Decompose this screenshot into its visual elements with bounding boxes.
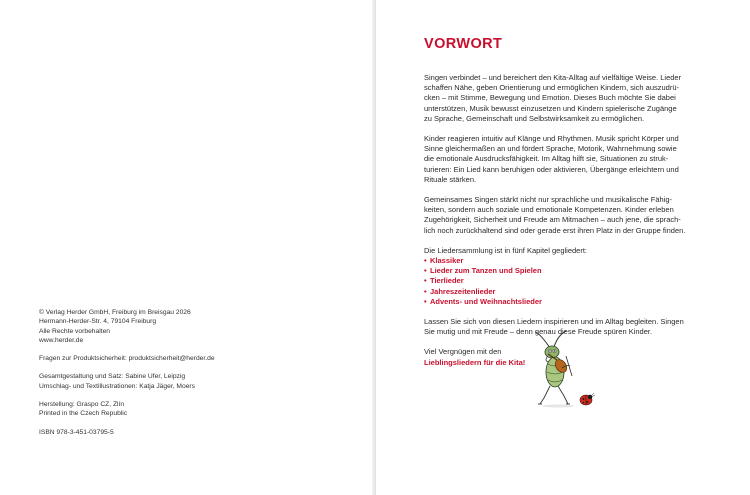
bullet-icon: • [424,296,427,306]
chapter-label: Lieder zum Tanzen und Spielen [430,266,542,276]
text-line: lich noch zurückhaltend sind oder gerade erst ihren Platz in der Gruppe finden. [424,225,686,235]
text-line: die emotionale Ausdrucksfähigkeit. Im Alltag hilft sie, Situationen zu struk- [424,154,669,164]
chapter-label: Advents- und Weihnachtslieder [430,296,542,306]
chapter-item [424,266,704,276]
imprint-publisher [39,308,359,345]
imprint-line: Alle Rechte vorbehalten [39,327,111,335]
closing-accent: Lieblingsliedern für die Kita! [424,357,526,367]
paragraph [424,73,704,124]
text-line: Singen verbindet – und bereichert den Kita-Alltag auf vielfältige Weise. Lieder [424,73,682,82]
bullet-icon: • [424,266,427,276]
imprint-line: Umschlag- und Textillustrationen: Katja Jäger, Moers [39,382,195,390]
text-line: Sie mutig und mit Freude – denn genau diese Freude spüren Kinder. [424,327,653,337]
imprint-line: Herstellung: Graspo CZ, Zlín [39,401,125,409]
imprint-line: Hermann-Herder-Str. 4, 79104 Freiburg [39,318,157,326]
bullet-icon: • [424,276,427,286]
bullet-icon: • [424,286,427,296]
imprint-line: Gesamtgestaltung und Satz: Sabine Ufer, Leipzig [39,373,186,381]
imprint-product-safety [39,354,359,363]
imprint-credits [39,372,359,391]
chapter-label: Tierlieder [430,276,464,286]
chapter-item [424,276,704,286]
page-title: VORWORT [424,36,503,52]
imprint-isbn [39,428,359,437]
text-line: Zugehörigkeit, Sicherheit und Freude am Mitmachen – auch jene, die sprach- [424,215,681,225]
right-page-preface [376,0,750,495]
text-line: Gemeinsames Singen stärkt nicht nur sprachliche und musikalische Fähig- [424,195,673,205]
text-line: Kinder reagieren intuitiv auf Klänge und Rhythmen. Musik spricht Körper und [424,134,679,144]
imprint-production [39,400,359,419]
chapter-item [424,256,704,266]
imprint-block [39,308,359,446]
text-line: Rituale stärken. [424,174,477,184]
closing-line: Viel Vergnügen mit den [424,347,502,357]
text-line: schaffen Nähe, geben Orientierung und ermöglichen Kindern, sich auszudrü- [424,83,680,93]
imprint-line: Printed in the Czech Republic [39,410,128,418]
text-line: zu Sprache, Gemeinschaft und Selbstwirksamkeit zu ermöglichen. [424,113,645,123]
chapter-item [424,287,704,297]
text-line: keiten, sondern auch soziale und emotionale Kompetenzen. Kinder erleben [424,205,674,215]
chapter-label: Jahreszeitenlieder [430,286,496,296]
text-line: unterstützen, Musik bewusst einzusetzen und Kindern spielerische Zugänge [424,103,677,113]
imprint-line: © Verlag Herder GmbH, Freiburg im Breisgau 2026 [39,309,191,316]
text-line: turieren: Ein Lied kann beruhigen oder aktivieren, Übergänge erleichtern und [424,164,679,174]
paragraph [424,134,704,185]
imprint-line: ISBN 978-3-451-03795-5 [39,428,114,436]
imprint-line: Fragen zur Produktsicherheit: produktsicherheit@herder.de [39,355,215,363]
chapter-item [424,297,704,307]
text-line: Sinne gleichermaßen an und fördert Sprache, Motorik, Wahrnehmung sowie [424,144,677,154]
text-line: Die Liedersammlung ist in fünf Kapitel gegliedert: [424,245,588,255]
chapter-list [424,256,704,307]
imprint-website[interactable]: www.herder.de [39,336,84,344]
paragraph [424,195,704,236]
grasshopper-violin-icon [528,330,598,410]
list-intro [424,246,704,256]
chapter-label: Klassiker [430,256,464,266]
bullet-icon: • [424,256,427,266]
text-line: cken – mit Stimme, Bewegung und Emotion. Dieses Buch möchte Sie dabei [424,93,676,103]
text-line: Lassen Sie sich von diesen Liedern inspirieren und im Alltag begleiten. Singen [424,317,684,327]
